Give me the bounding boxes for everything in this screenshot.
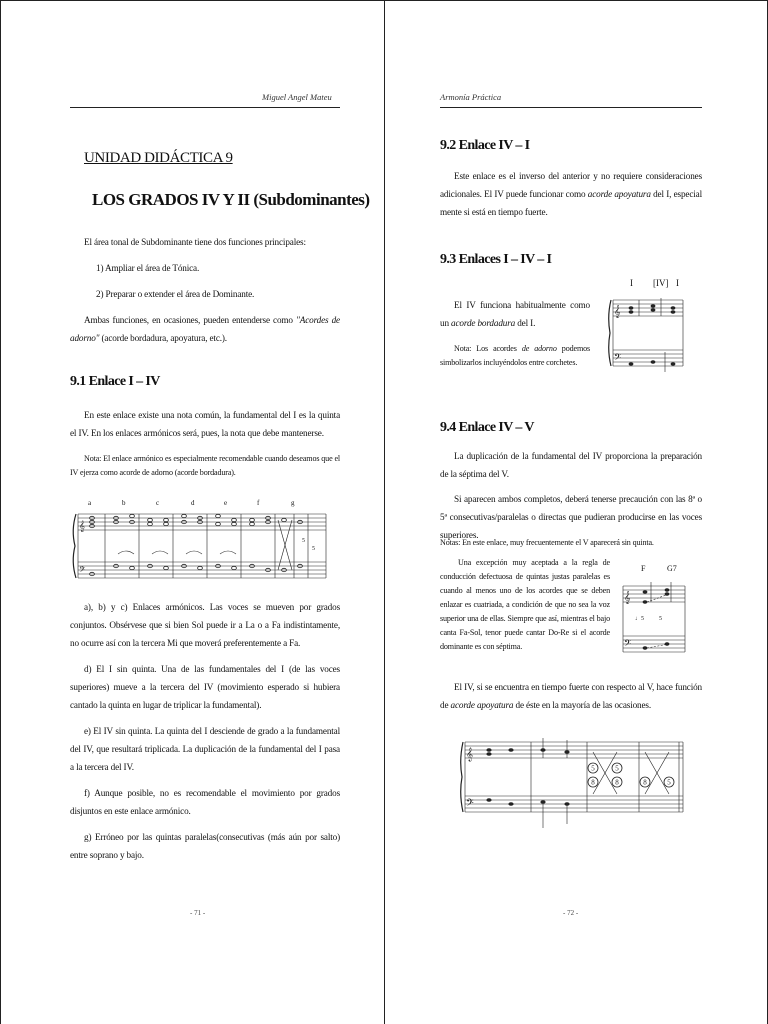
example-letter-c: c (156, 499, 160, 507)
section-9-4-paragraph-c (440, 678, 702, 714)
nota93-text-b: podemos simbolizarlos incluyéndolos entre corchetes. (440, 344, 590, 367)
p93-text-a: El IV funciona habitualmente como un (440, 300, 590, 328)
ambas-text-b: (acorde bordadura, apoyatura, etc.). (99, 333, 227, 343)
circled-8-a: 8 (591, 778, 595, 787)
example-letter-a: a (88, 499, 92, 507)
section-9-4-paragraph-b: Si aparecen ambos completos, deberá tenerse precaución con las 8ª o 5ª consecutivas/paralelas o directas que pudieran producirse en las voces superiores. (440, 494, 702, 540)
example-letter-d: d (191, 499, 195, 507)
svg-text:𝄞: 𝄞 (79, 521, 85, 532)
music-example-i-iv-i (607, 290, 687, 380)
example-letter-f: f (257, 499, 260, 507)
paragraph-f: f) Aunque posible, no es recomendable el movimiento por grados disjuntos en este enlace armónico. (70, 788, 340, 816)
p92-em: acorde apoyatura (587, 189, 651, 199)
circled-8-c: 8 (643, 778, 647, 787)
p94c-text-b: de éste en la mayoría de las ocasiones. (513, 700, 652, 710)
list-item-2: 2) Preparar o extender el área de Dominante. (96, 289, 255, 299)
running-head-left: Miguel Angel Mateu (262, 92, 332, 102)
page-number-left: - 71 - (190, 909, 206, 917)
svg-text:𝄢: 𝄢 (466, 797, 474, 811)
ambas-paragraph (70, 311, 340, 347)
circled-5-a: 5 (591, 764, 595, 773)
p92-text-a: Este enlace es el inverso del anterior y no requiere consideraciones adicionales. El IV puede funcionar como (440, 171, 702, 199)
header-rule-right (440, 107, 702, 108)
p92-text-b: del I, especial mente si está en tiempo fuerte. (440, 189, 702, 217)
music-example-iv-v-apoyatura (459, 732, 689, 837)
example-letter-b: b (122, 499, 126, 507)
svg-text:𝄢: 𝄢 (614, 353, 622, 365)
section-9-4-paragraph-a: La duplicación de la fundamental del IV proporciona la preparación de la séptima del V. (440, 451, 702, 479)
music-example-i-iv (70, 508, 332, 588)
ex93-label-3: I (676, 278, 679, 288)
circled-5-c: 5 (667, 778, 671, 787)
paragraph-d: d) El I sin quinta. Una de las fundamentales del I (de las voces superiores) mueve a la tercera del IV (movimiento esperado si hubiera cantado la quinta en lugar de triplicar la fundamental). (70, 664, 340, 710)
music-example-iv-v (619, 576, 689, 664)
header-rule-left (70, 107, 340, 108)
section-heading-9-2: 9.2 Enlace IV – I (440, 138, 530, 153)
section-heading-9-3: 9.3 Enlaces I – IV – I (440, 252, 552, 267)
paragraph-abc: a), b) y c) Enlaces armónicos. Las voces se mueven por grados conjuntos. Obsérvese que si bien Sol puede ir a La o a Fa indistintamente, no ocurre así con la tercera Mi que moverá preferentemente a Fa. (70, 602, 340, 648)
list-item-1: 1) Ampliar el área de Tónica. (96, 263, 200, 273)
intro-paragraph: El área tonal de Subdominante tiene dos funciones principales: (84, 237, 306, 247)
p94c-text-a: El IV, si se encuentra en tiempo fuerte con respecto al V, hace función de (440, 682, 702, 710)
svg-text:5: 5 (302, 538, 305, 544)
p93-text-b: del I. (515, 318, 536, 328)
p93-em: acorde bordadura (451, 318, 516, 328)
ex93-label-1: I (630, 278, 633, 288)
unit-heading: UNIDAD DIDÁCTICA 9 (84, 150, 233, 166)
svg-text:𝄢: 𝄢 (79, 566, 86, 577)
page-number-right: - 72 - (563, 909, 579, 917)
section-9-3-paragraph (440, 296, 590, 332)
section-9-2-paragraph (440, 167, 702, 221)
section-9-4-note: Notas: En este enlace, muy frecuentemente el V aparecerá sin quinta. (440, 538, 654, 547)
svg-text:𝄞: 𝄞 (614, 306, 621, 318)
section-heading-9-4: 9.4 Enlace IV – V (440, 420, 534, 435)
ambas-em: "Acordes de adorno" (70, 315, 340, 343)
nota93-em: de adorno (521, 344, 557, 353)
svg-text:𝄞: 𝄞 (466, 747, 474, 761)
section-9-1-note: Nota: El enlace armónico es especialmente recomendable cuando deseamos que el IV ejerza como acorde de adorno (acorde bordadura). (70, 454, 340, 477)
paragraph-g: g) Erróneo por las quintas paralelas(consecutivas (más aún por salto) entre soprano y bajo. (70, 832, 340, 860)
nota93-text-a: Nota: Los acordes (454, 344, 522, 353)
svg-text:♩5: ♩5 (635, 616, 644, 622)
circled-5-b: 5 (615, 764, 619, 773)
section-9-3-note (440, 342, 590, 370)
paragraph-e: e) El IV sin quinta. La quinta del I desciende de grado a la fundamental del IV, que resultará triplicada. La duplicación de la fundamental del I pasa a la tercera del IV. (70, 726, 340, 772)
ex94-label-f: F (641, 564, 646, 573)
running-head-right: Armonía Práctica (440, 92, 502, 102)
section-9-1-paragraph: En este enlace existe una nota común, la fundamental del I es la quinta el IV. En los enlaces armónicos será, pues, la nota que debe mantenerse. (70, 410, 340, 438)
ambas-text-a: Ambas funciones, en ocasiones, pueden entenderse como (84, 315, 297, 325)
svg-text:𝄞: 𝄞 (624, 592, 631, 604)
svg-text:5: 5 (659, 616, 662, 622)
ex94-label-g7: G7 (667, 564, 677, 573)
exception-paragraph: Una excepción muy aceptada a la regla de conducción defectuosa de quintas justas paralelas es cuando al menos uno de los acordes que se deben enlazar es cuatriada, a condición de que no sea la voz superior una de ellas. Siempre que así, mientras el bajo canta Fa-Sol, tenor puede cantar Do-Re si el acorde dominante es con séptima. (440, 558, 610, 651)
ex93-label-2: [IV] (653, 278, 669, 288)
example-letter-g: g (291, 499, 295, 507)
chapter-title: LOS GRADOS IV Y II (Subdominantes) (92, 190, 370, 209)
svg-text:𝄢: 𝄢 (624, 639, 632, 651)
example-letter-e: e (224, 499, 228, 507)
section-heading-9-1: 9.1 Enlace I – IV (70, 374, 160, 389)
circled-8-b: 8 (615, 778, 619, 787)
page-72 (385, 0, 768, 1024)
p94c-em: acorde apoyatura (450, 700, 514, 710)
svg-text:5: 5 (312, 546, 315, 552)
